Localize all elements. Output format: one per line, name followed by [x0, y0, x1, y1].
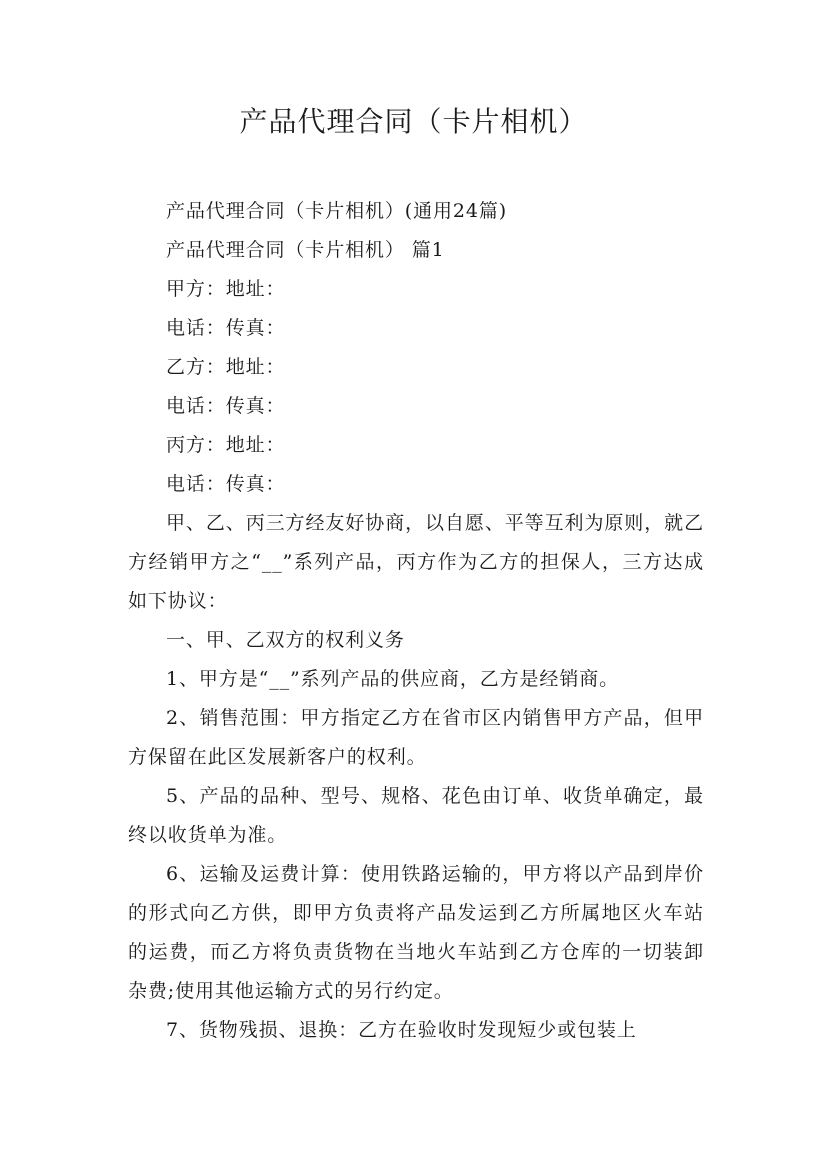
clause-6: 6、运输及运费计算：使用铁路运输的，甲方将以产品到岸价的形式向乙方供，即甲方负责将产品发运到乙方所属地区火车站的运费，而乙方将负责货物在当地火车站到乙方仓库的一切装卸杂费;使用其他运输方式的另行约定。 [128, 863, 704, 1002]
document-title: 产品代理合同（卡片相机） [239, 105, 588, 138]
subtitle-paragraph: 产品代理合同（卡片相机）(通用24篇) [166, 200, 508, 222]
clause-5: 5、产品的品种、型号、规格、花色由订单、收货单确定，最终以收货单为准。 [128, 785, 704, 846]
section-heading: 产品代理合同（卡片相机） 篇1 [166, 239, 445, 261]
rights-heading: 一、甲、乙双方的权利义务 [166, 629, 405, 651]
party-a-phone-line: 电话：传真： [166, 317, 286, 339]
agreement-intro-paragraph: 甲、乙、丙三方经友好协商，以自愿、平等互利为原则，就乙方经销甲方之“__”系列产品，丙方作为乙方的担保人，三方达成如下协议： [128, 512, 704, 612]
party-b-address-line: 乙方：地址： [166, 356, 286, 378]
party-b-phone-line: 电话：传真： [166, 395, 286, 417]
party-c-phone-line: 电话：传真： [166, 473, 286, 495]
clause-2: 2、销售范围：甲方指定乙方在省市区内销售甲方产品，但甲方保留在此区发展新客户的权利。 [128, 707, 704, 768]
party-c-address-line: 丙方：地址： [166, 434, 286, 456]
clause-7: 7、货物残损、退换：乙方在验收时发现短少或包装上 [166, 1019, 637, 1041]
document-body [128, 192, 704, 1050]
clause-1: 1、甲方是“__”系列产品的供应商，乙方是经销商。 [166, 668, 620, 690]
party-a-address-line: 甲方：地址： [166, 278, 286, 300]
